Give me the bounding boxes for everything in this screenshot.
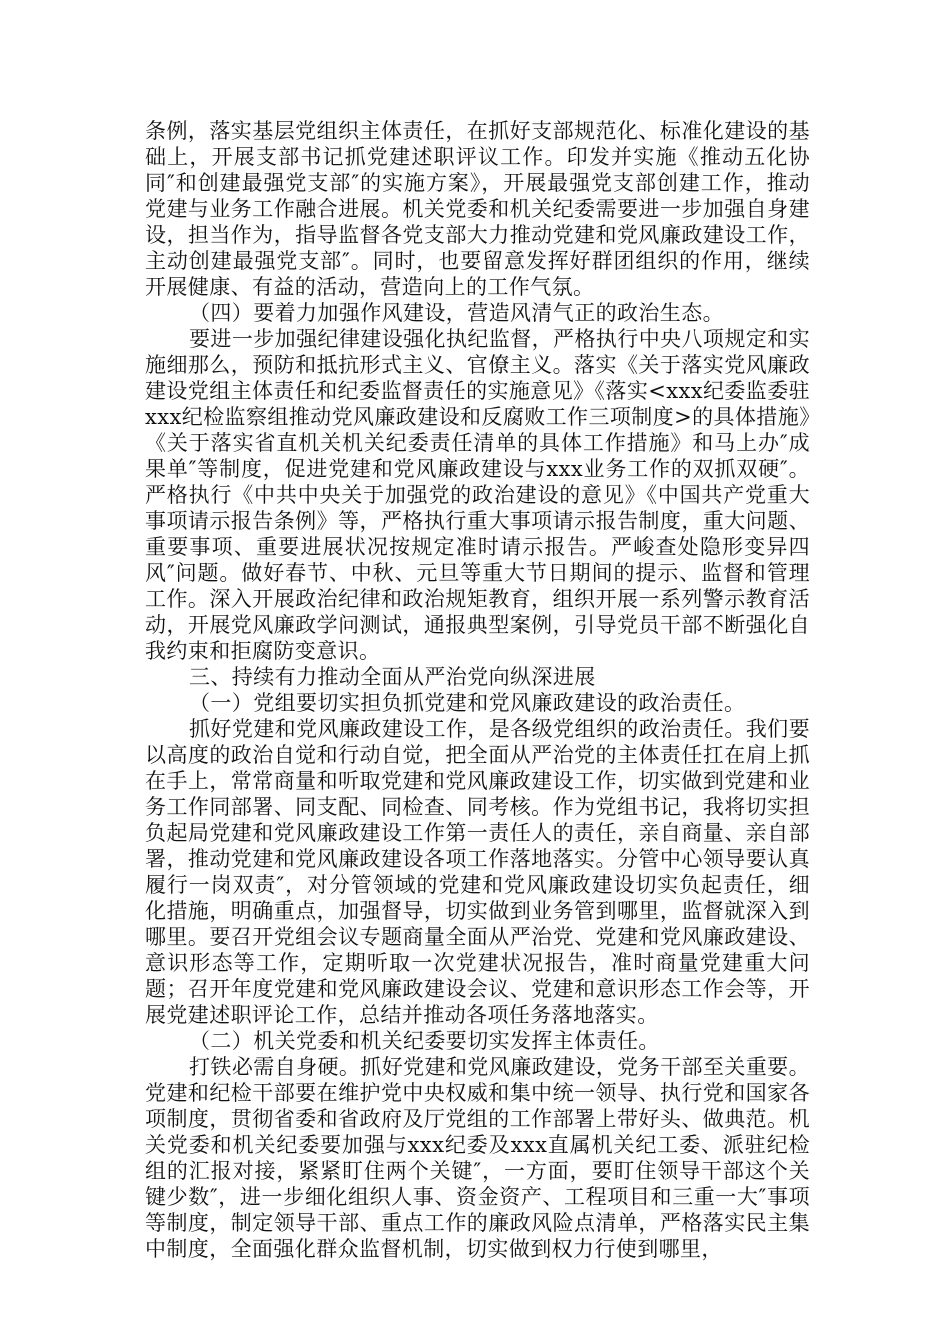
section-heading-4: （四）要着力加强作风建设，营造风清气正的政治生态。 bbox=[189, 301, 724, 325]
paragraph-1: 条例，落实基层党组织主体责任，在抓好支部规范化、标准化建设的基础上，开展支部书记抓党建述职评议工作。印发并实施《推动五化协同″和创建最强党支部″的实施方案》，开展最强党支部创建工作，推动党建与业务工作融合进展。机关党委和机关纪委需要进一步加强自身建设，担当作为，指导监督各党支部大力推动党建和党风廉政建设工作，主动创建最强党支部″。同时，也要留意发挥好群团组织的作用，继续开展健康、有益的活动，营造向上的工作气氛。 bbox=[145, 119, 810, 299]
paragraph-3: 抓好党建和党风廉政建设工作，是各级党组织的政治责任。我们要以高度的政治自觉和行动自觉，把全面从严治党的主体责任扛在肩上抓在手上，常常商量和听取党建和党风廉政建设工作，切实做到党建和业务工作同部署、同支配、同检查、同考核。作为党组书记，我将切实担负起局党建和党风廉政建设工作第一责任人的责任，亲自商量、亲自部署，推动党建和党风廉政建设各项工作落地落实。分管中心领导要认真履行一岗双责″，对分管领域的党建和党风廉政建设切实负起责任，细化措施，明确重点，加强督导，切实做到业务管到哪里，监督就深入到哪里。要召开党组会议专题商量全面从严治党、党建和党风廉政建设、意识形态等工作，定期听取一次党建状况报告，准时商量党建重大问题；召开年度党建和党风廉政建设会议、党建和意识形态工作会等，开展党建述职评论工作，总结并推动各项任务落地落实。 bbox=[145, 717, 810, 1027]
document-body bbox=[145, 118, 810, 1262]
paragraph-4: 打铁必需自身硬。抓好党建和党风廉政建设，党务干部至关重要。党建和纪检干部要在维护党中央权威和集中统一领导、执行党和国家各项制度，贯彻省委和省政府及厅党组的工作部署上带好头、做典范。机关党委和机关纪委要加强与xxx纪委及xxx直属机关纪工委、派驻纪检组的汇报对接，紧紧盯住两个关键″，一方面，要盯住领导干部这个关键少数″，进一步细化组织人事、资金资产、工程项目和三重一大″事项等制度，制定领导干部、重点工作的廉政风险点清单，严格落实民主集中制度，全面强化群众监督机制，切实做到权力行使到哪里， bbox=[145, 1055, 810, 1261]
chapter-heading-3: 三、持续有力推动全面从严治党向纵深进展 bbox=[189, 665, 596, 689]
section-heading-1: （一）党组要切实担负抓党建和党风廉政建设的政治责任。 bbox=[189, 691, 746, 715]
paragraph-2: 要进一步加强纪律建设强化执纪监督，严格执行中央八项规定和实施细那么，预防和抵抗形式主义、官僚主义。落实《关于落实党风廉政建设党组主体责任和纪委监督责任的实施意见》《落实<xxx纪委监委驻xxx纪检监察组推动党风廉政建设和反腐败工作三项制度>的具体措施》《关于落实省直机关机关纪委责任清单的具体工作措施》和马上办″成果单″等制度，促进党建和党风廉政建设与xxx业务工作的双抓双硬″。严格执行《中共中央关于加强党的政治建设的意见》《中国共产党重大事项请示报告条例》等，严格执行重大事项请示报告制度，重大问题、重要事项、重要进展状况按规定准时请示报告。严峻查处隐形变异四风″问题。做好春节、中秋、元旦等重大节日期间的提示、监督和管理工作。深入开展政治纪律和政治规矩教育，组织开展一系列警示教育活动，开展党风廉政学问测试，通报典型案例，引导党员干部不断强化自我约束和拒腐防变意识。 bbox=[145, 327, 810, 663]
section-heading-2: （二）机关党委和机关纪委要切实发挥主体责任。 bbox=[189, 1029, 660, 1053]
